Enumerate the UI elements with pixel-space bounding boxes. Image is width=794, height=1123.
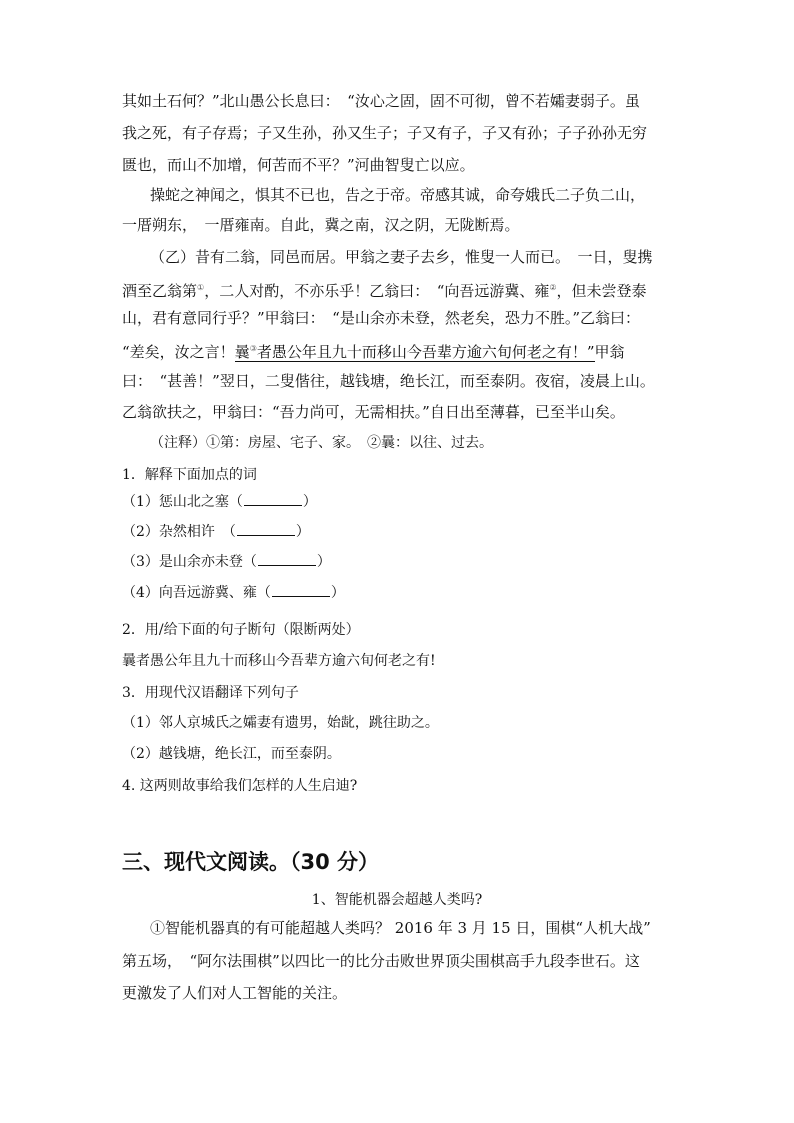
question-1-item xyxy=(122,582,345,603)
question-3-item: （2）越钱塘，绝长江，而至泰阴。 xyxy=(122,746,341,762)
passage-b-line xyxy=(122,339,625,362)
question-1-item xyxy=(122,521,310,542)
text-segment: 甲翁 xyxy=(594,343,625,361)
item-close: ） xyxy=(302,494,317,510)
text-segment: ，但未尝登泰 xyxy=(556,282,647,300)
passage-a-line: 一厝朔东， 一厝雍南。自此，冀之南，汉之阴，无陇断焉。 xyxy=(122,216,520,234)
footnote-marker: ② xyxy=(549,283,557,292)
section-heading: 三、现代文阅读。（30 分） xyxy=(122,850,380,874)
question-3: 3．用现代汉语翻译下列句子 xyxy=(122,685,299,701)
answer-blank[interactable] xyxy=(237,521,295,536)
passage-a-line: 匮也，而山不加增，何苦而不平？”河曲智叟亡以应。 xyxy=(122,156,475,174)
passage-a-line: 其如土石何？”北山愚公长息曰： “汝心之固，固不可彻，曾不若孀妻弱子。虽 xyxy=(122,92,640,110)
answer-blank[interactable] xyxy=(258,551,316,566)
question-1-item xyxy=(122,491,317,512)
footnote-marker: ① xyxy=(197,283,205,292)
underlined-sentence xyxy=(235,343,595,362)
item-text: （3）是山余亦未登（ xyxy=(122,554,257,570)
text-segment: 酒至乙翁第 xyxy=(122,282,198,300)
item-close: ） xyxy=(330,585,345,601)
question-2: 2．用/给下面的句子断句（限断两处） xyxy=(122,622,360,638)
passage-b-line: 山，君有意同行乎？”甲翁曰： “是山余亦未登，然老矣，恐力不胜。”乙翁曰： xyxy=(122,309,641,327)
annotation-notes: （注释）①第：房屋、宅子、家。 ②曩：以往、过去。 xyxy=(150,435,493,451)
article-title: 1、智能机器会超越人类吗? xyxy=(311,892,483,908)
passage-a-line: 操蛇之神闻之，惧其不已也，告之于帝。帝感其诚，命夸娥氏二子负二山， xyxy=(150,186,646,204)
answer-blank[interactable] xyxy=(244,491,302,506)
passage-a-line: 我之死，有子存焉；子又生孙，孙又生子；子又有子，子又有孙；子子孙孙无穷 xyxy=(122,124,648,142)
item-text: （4）向吾远游冀、雍（ xyxy=(122,585,271,601)
item-text: （2）杂然相许 （ xyxy=(122,524,236,540)
passage-b-line xyxy=(122,278,647,301)
passage-b-line: 曰： “甚善！”翌日，二叟偕往，越钱塘，绝长江，而至泰阴。夜宿，凌晨上山。 xyxy=(122,372,655,390)
text-segment: 者愚公年且九十而移山今吾辈方逾六旬何老之有！” xyxy=(256,343,595,361)
item-text: （1）惩山北之塞（ xyxy=(122,494,243,510)
passage-b-line: 乙翁欲扶之，甲翁曰：“吾力尚可，无需相扶。”自日出至薄暮，已至半山矣。 xyxy=(122,403,625,421)
question-4: 4. 这两则故事给我们怎样的人生启迪? xyxy=(122,778,358,794)
footnote-marker: ③ xyxy=(249,344,257,353)
question-2-text: 曩者愚公年且九十而移山今吾辈方逾六旬何老之有! xyxy=(122,653,436,669)
article-line: 第五场， “阿尔法围棋”以四比一的比分击败世界顶尖围棋高手九段李世石。这 xyxy=(122,952,640,970)
item-close: ） xyxy=(316,554,331,570)
question-1-item xyxy=(122,551,331,572)
passage-b-line: （乙）昔有二翁，同邑而居。甲翁之妻子去乡，惟叟一人而已。 一日，叟携 xyxy=(150,248,653,266)
article-line: 更激发了人们对人工智能的关注。 xyxy=(122,984,348,1002)
text-segment: “差矣，汝之言！ xyxy=(122,343,235,361)
item-close: ） xyxy=(295,524,310,540)
text-segment: 曩 xyxy=(234,343,250,361)
question-3-item: （1）邻人京城氏之孀妻有遗男，始龀，跳往助之。 xyxy=(122,715,439,731)
answer-blank[interactable] xyxy=(272,582,330,597)
article-line: ①智能机器真的有可能超越人类吗？ 2016 年 3 月 15 日，围棋“人机大战” xyxy=(150,919,651,937)
text-segment: ，二人对酌，不亦乐乎！乙翁曰： “向吾远游冀、雍 xyxy=(204,282,550,300)
question-1: 1．解释下面加点的词 xyxy=(122,467,257,483)
